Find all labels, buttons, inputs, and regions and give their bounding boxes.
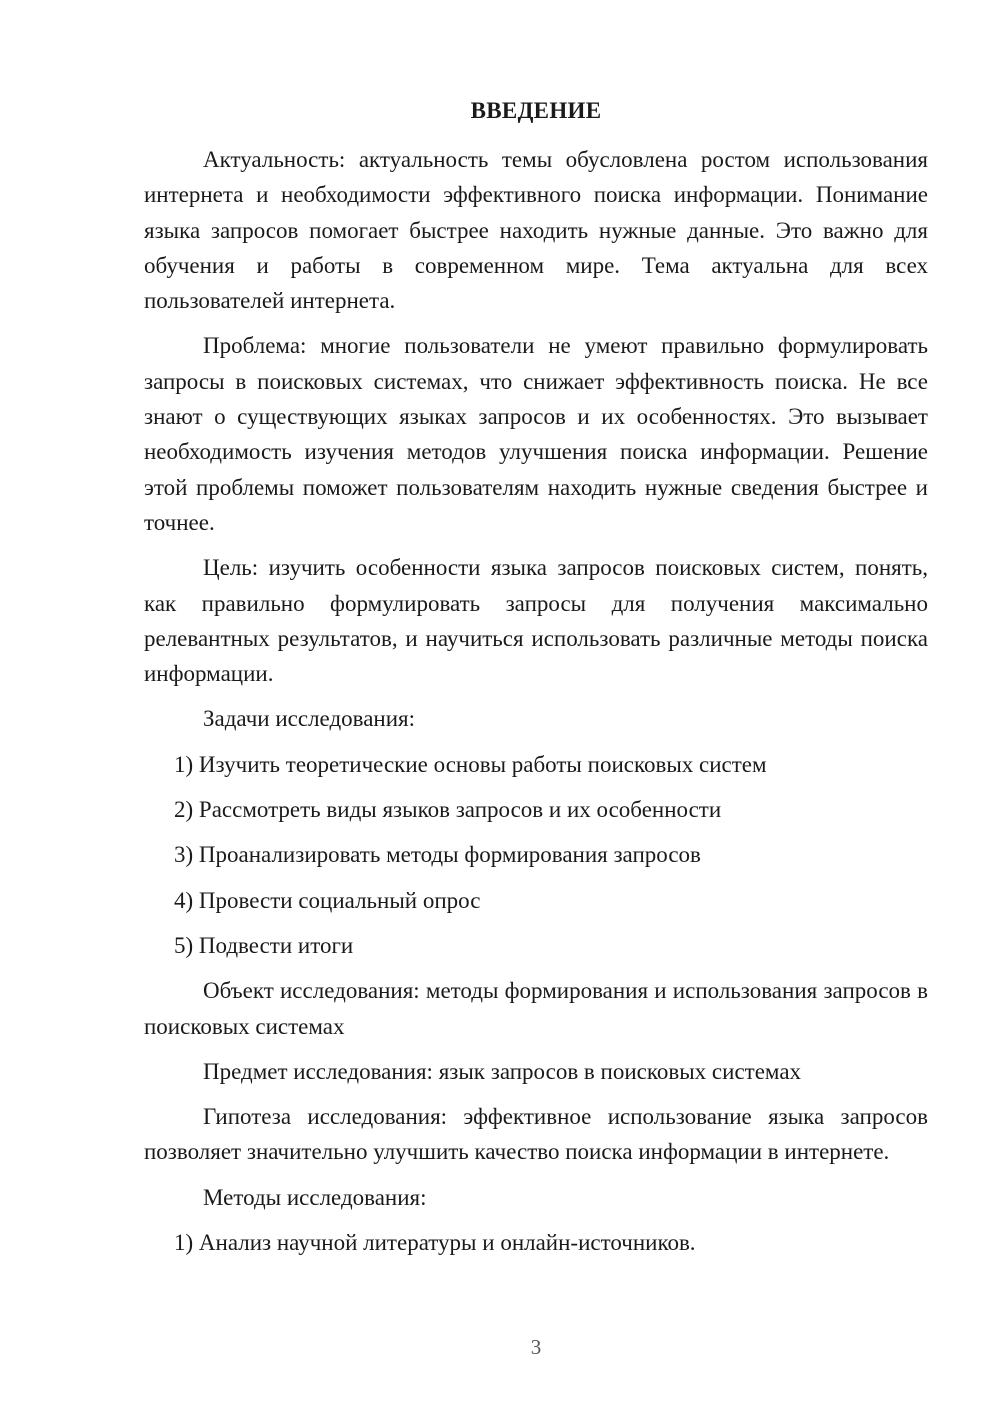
list-item: 1) Анализ научной литературы и онлайн-источников. (174, 1230, 696, 1256)
document-body (144, 142, 928, 1270)
methods-list (144, 1225, 928, 1260)
problem-paragraph: Проблема: многие пользователи не умеют правильно формулировать запросы в поисковых системах, что снижает эффективность поиска. Не все знают о существующих языках запросов и их особенностях. Это вызывает необходимость изучения методов улучшения поиска информации. Решение этой проблемы поможет пользователям находить нужные сведения быстрее и точнее. (144, 333, 928, 535)
relevance-paragraph: Актуальность: актуальность темы обусловлена ростом использования интернета и необходимости эффективного поиска информации. Понимание языка запросов помогает быстрее находить нужные данные. Это важно для обучения и работы в современном мире. Тема актуальна для всех пользователей интернета. (144, 147, 928, 314)
list-item: 3) Проанализировать методы формирования запросов (174, 842, 701, 868)
goal-paragraph: Цель: изучить особенности языка запросов поисковых систем, понять, как правильно формулировать запросы для получения максимально релевантных результатов, и научиться использовать различные методы поиска информации. (144, 555, 928, 687)
list-item: 2) Рассмотреть виды языков запросов и их особенности (174, 797, 722, 823)
tasks-heading: Задачи исследования: (203, 706, 416, 732)
page-number: 3 (530, 1335, 542, 1359)
hypothesis-paragraph: Гипотеза исследования: эффективное использование языка запросов позволяет значительно улучшить качество поиска информации в интернете. (144, 1104, 928, 1165)
methods-heading: Методы исследования: (203, 1184, 427, 1210)
list-item: 4) Провести социальный опрос (174, 887, 481, 913)
page-title: ВВЕДЕНИЕ (470, 98, 602, 123)
subject-paragraph: Предмет исследования: язык запросов в поисковых системах (203, 1058, 802, 1084)
list-item: 5) Подвести итоги (174, 932, 354, 958)
tasks-list (144, 747, 928, 963)
object-paragraph: Объект исследования: методы формирования и использования запросов в поисковых системах (144, 978, 928, 1039)
list-item: 1) Изучить теоретические основы работы поисковых систем (174, 751, 767, 777)
